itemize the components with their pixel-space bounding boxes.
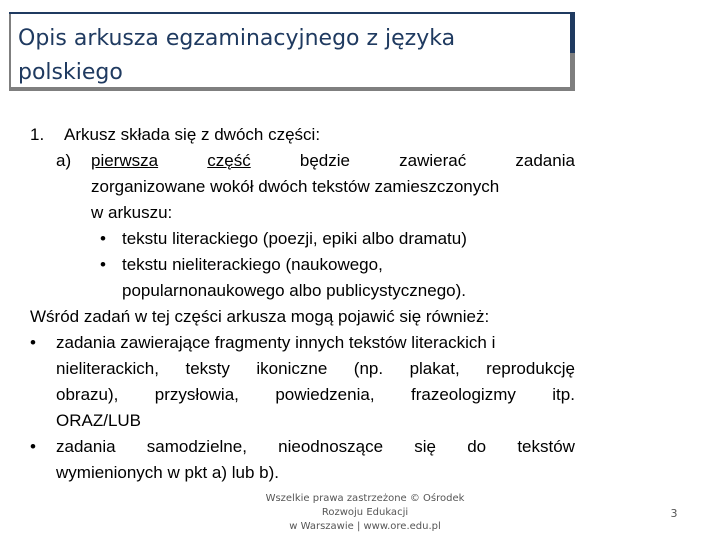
bullet-icon: • xyxy=(30,333,36,352)
sub-bullet-2-line-2: popularnonaukowego albo publicystycznego). xyxy=(122,281,467,300)
item-1-number: 1. xyxy=(30,125,45,144)
bullet-1-line-4: ORAZ/LUB xyxy=(56,411,142,430)
word: nieodnoszące xyxy=(278,437,384,456)
footer-copyright xyxy=(250,492,480,534)
item-a-line-3: w arkuszu: xyxy=(91,203,173,222)
bullet-icon: • xyxy=(30,437,36,456)
item-a-line-1 xyxy=(91,148,575,174)
footer-line: w Warszawie | www.ore.edu.pl xyxy=(289,521,441,532)
item-a-line-2: zorganizowane wokół dwóch tekstów zamieszczonych xyxy=(91,177,500,196)
sub-bullet-2-line-1: tekstu nieliterackiego (naukowego, xyxy=(122,255,383,274)
word: zadania xyxy=(56,437,116,456)
word: frazeologizmy xyxy=(410,385,516,404)
word: ikoniczne xyxy=(256,359,328,378)
bullet-icon: • xyxy=(100,255,106,274)
word: część xyxy=(207,151,251,170)
word: przysłowia, xyxy=(154,385,239,404)
footer-line: Wszelkie prawa zastrzeżone © Ośrodek xyxy=(265,493,465,504)
word: obrazu), xyxy=(56,385,119,404)
bullet-1-line-2 xyxy=(56,356,575,382)
word: zawierać xyxy=(399,151,467,170)
slide-title: Opis arkusza egzaminacyjnego z języka polskiego xyxy=(18,26,456,85)
word: tekstów xyxy=(517,437,575,456)
word: do xyxy=(467,437,487,456)
word: powiedzenia, xyxy=(275,385,375,404)
bullet-icon: • xyxy=(100,229,106,248)
item-a-label: a) xyxy=(56,151,72,170)
word: (np. xyxy=(353,359,384,378)
bullet-1-line-3 xyxy=(56,382,575,408)
bullet-1-line-1: zadania zawierające fragmenty innych tekstów literackich i xyxy=(56,333,496,352)
word: reprodukcję xyxy=(486,359,575,378)
page-number: 3 xyxy=(670,507,678,520)
footer-line: Rozwoju Edukacji xyxy=(321,507,409,518)
bullet-2-line-1 xyxy=(56,434,575,460)
word: teksty xyxy=(185,359,230,378)
title-box xyxy=(9,12,575,91)
sub-bullet-1: tekstu literackiego (poezji, epiki albo dramatu) xyxy=(122,229,467,248)
word: pierwsza xyxy=(91,151,159,170)
word: itp. xyxy=(552,385,575,404)
bullet-2-line-2: wymienionych w pkt a) lub b). xyxy=(56,463,279,482)
word: samodzielne, xyxy=(146,437,247,456)
word: się xyxy=(414,437,436,456)
among-text: Wśród zadań w tej części arkusza mogą pojawić się również: xyxy=(30,307,490,326)
word: plakat, xyxy=(409,359,460,378)
item-1-text: Arkusz składa się z dwóch części: xyxy=(64,125,321,144)
word: będzie xyxy=(299,151,350,170)
word: nieliterackich, xyxy=(56,359,159,378)
word: zadania xyxy=(515,151,575,170)
